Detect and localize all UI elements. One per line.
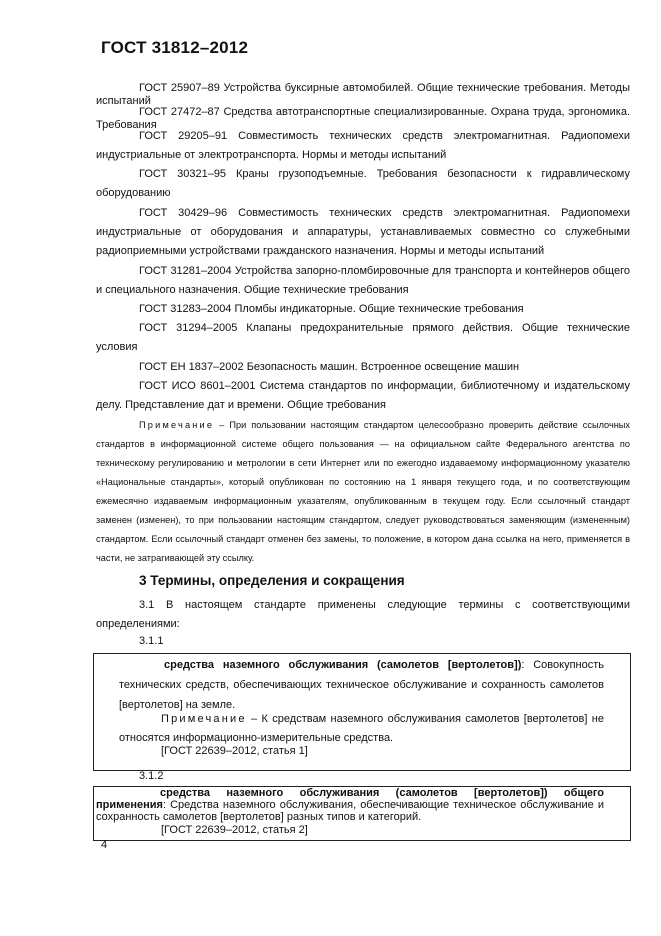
term-definition-text: : Совокупность технических средств, обеспечивающих техническое обслуживание и сохранность самолетов [вертолетов] на земле.	[119, 659, 604, 711]
term-note-1	[119, 710, 604, 748]
reference-item: ГОСТ 31281–2004 Устройства запорно-пломбировочные для транспорта и контейнеров общего и специального назначения. Общие технические требования	[96, 265, 630, 296]
section-heading: 3 Термины, определения и сокращения	[139, 573, 405, 588]
reference-item: ГОСТ 31294–2005 Клапаны предохранительные прямого действия. Общие технические условия	[96, 322, 630, 353]
reference-item: ГОСТ ИСО 8601–2001 Система стандартов по информации, библиотечному и издательскому делу. Представление дат и времени. Общие требования	[96, 380, 630, 411]
note-label: Примечание	[139, 420, 215, 430]
term-number: 3.1.2	[139, 770, 164, 782]
reference-item: ГОСТ ЕН 1837–2002 Безопасность машин. Встроенное освещение машин	[139, 361, 520, 373]
page-number: 4	[101, 839, 108, 851]
term-source-2: [ГОСТ 22639–2012, статья 2]	[161, 824, 308, 836]
term-source-1: [ГОСТ 22639–2012, статья 1]	[161, 745, 308, 757]
note-label: Примечание	[161, 713, 247, 725]
term-definition-text: : Средства наземного обслуживания, обеспечивающие техническое обслуживание и сохранность самолетов [вертолетов] разных типов и категорий.	[96, 799, 604, 823]
reference-item: ГОСТ 31283–2004 Пломбы индикаторные. Общие технические требования	[139, 303, 524, 315]
note-text: – К средствам наземного обслуживания самолетов [вертолетов] не относятся информационно-измерительные средства.	[119, 713, 604, 744]
term-name: средства наземного обслуживания (самолетов [вертолетов])	[164, 659, 522, 671]
section-intro: 3.1 В настоящем стандарте применены следующие термины с соответствующими определениями:	[96, 599, 630, 630]
term-definition-1	[119, 655, 604, 715]
reference-item: ГОСТ 30321–95 Краны грузоподъемные. Требования безопасности к гидравлическому оборудованию	[96, 168, 630, 199]
note-text: – При пользовании настоящим стандартом целесообразно проверить действие ссылочных стандартов в информационной системе общего пользования — на официальном сайте Федерального агентства по техническому регулированию и метрологии в сети Интернет или по ежегодно издаваемому информационному указателю «Национальные стандарты», который опубликован по состоянию на 1 января текущего года, и по соответствующим ежемесячно издаваемым информационным указателям, опубликованным в текущем году. Если ссылочный стандарт заменен (изменен), то при пользовании настоящим стандартом, следует руководствоваться заменяющим (измененным) стандартом. Если ссылочный стандарт отменен без замены, то положение, в котором дана ссылка на него, применяется в части, не затрагивающей эту ссылку.	[96, 420, 630, 563]
reference-item: ГОСТ 29205–91 Совместимость технических средств электромагнитная. Радиопомехи индустриальные от электротранспорта. Нормы и методы испытаний	[96, 130, 630, 161]
term-number: 3.1.1	[139, 635, 164, 647]
term-name: средства наземного обслуживания (самолетов [вертолетов]) общего применения	[96, 787, 604, 811]
reference-item: ГОСТ 30429–96 Совместимость технических средств электромагнитная. Радиопомехи индустриальные от оборудования и аппаратуры, устанавливаемых совместно со служебными радиоприемными устройствами гражданского назначения. Нормы и методы испытаний	[96, 207, 630, 257]
page-header-title: ГОСТ 31812–2012	[101, 38, 249, 57]
reference-item: ГОСТ 25907–89 Устройства буксирные автомобилей. Общие технические требования. Методы испытаний	[96, 82, 630, 107]
term-definition-2	[96, 787, 604, 823]
references-note	[96, 416, 630, 568]
reference-item: ГОСТ 27472–87 Средства автотранспортные специализированные. Охрана труда, эргономика. Требования	[96, 106, 630, 131]
